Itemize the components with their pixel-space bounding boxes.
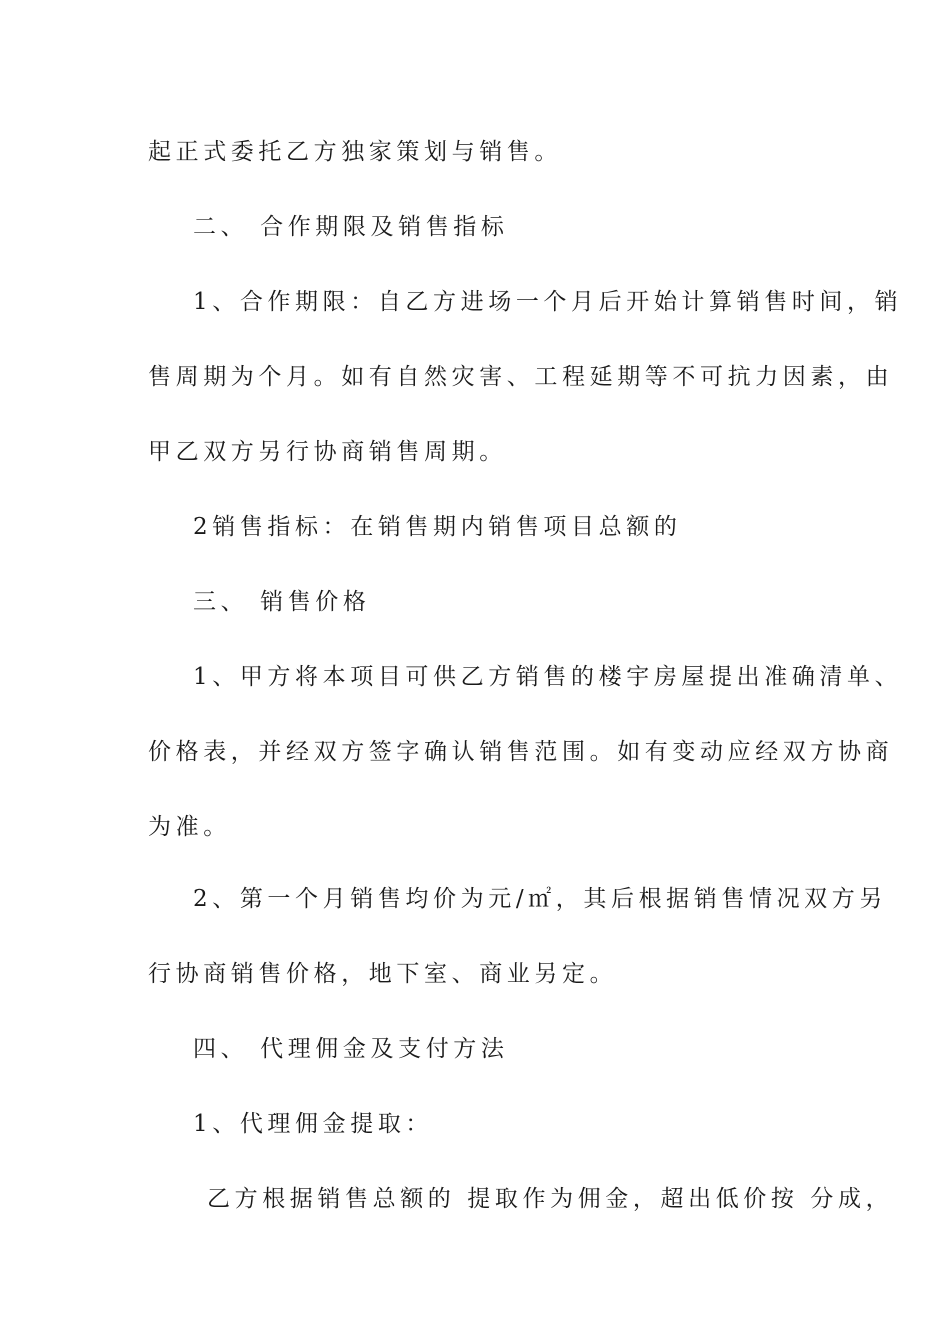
text-line: 为准。 bbox=[148, 814, 231, 840]
text-line: 1、代理佣金提取： bbox=[193, 1111, 434, 1137]
text-line: 1、甲方将本项目可供乙方销售的楼宇房屋提出准确清单、 bbox=[193, 664, 903, 690]
section-heading: 三、 销售价格 bbox=[193, 589, 371, 615]
section-heading: 二、 合作期限及销售指标 bbox=[193, 214, 509, 240]
text-line: 价格表，并经双方签字确认销售范围。如有变动应经双方协商 bbox=[148, 739, 894, 765]
text-line: 乙方根据销售总额的 提取作为佣金，超出低价按 分成， bbox=[207, 1186, 894, 1212]
section-heading: 四、 代理佣金及支付方法 bbox=[193, 1036, 509, 1062]
text-line: 甲乙双方另行协商销售周期。 bbox=[148, 439, 507, 465]
text-line: 起正式委托乙方独家策划与销售。 bbox=[148, 139, 562, 165]
text-line: 1、合作期限：自乙方进场一个月后开始计算销售时间，销 bbox=[193, 289, 903, 315]
text-line: 行协商销售价格，地下室、商业另定。 bbox=[148, 961, 618, 987]
text-line: 2、第一个月销售均价为元/㎡，其后根据销售情况双方另 bbox=[193, 886, 887, 912]
text-line: 2销售指标：在销售期内销售项目总额的 bbox=[193, 514, 682, 540]
text-line: 售周期为个月。如有自然灾害、工程延期等不可抗力因素，由 bbox=[148, 364, 894, 390]
